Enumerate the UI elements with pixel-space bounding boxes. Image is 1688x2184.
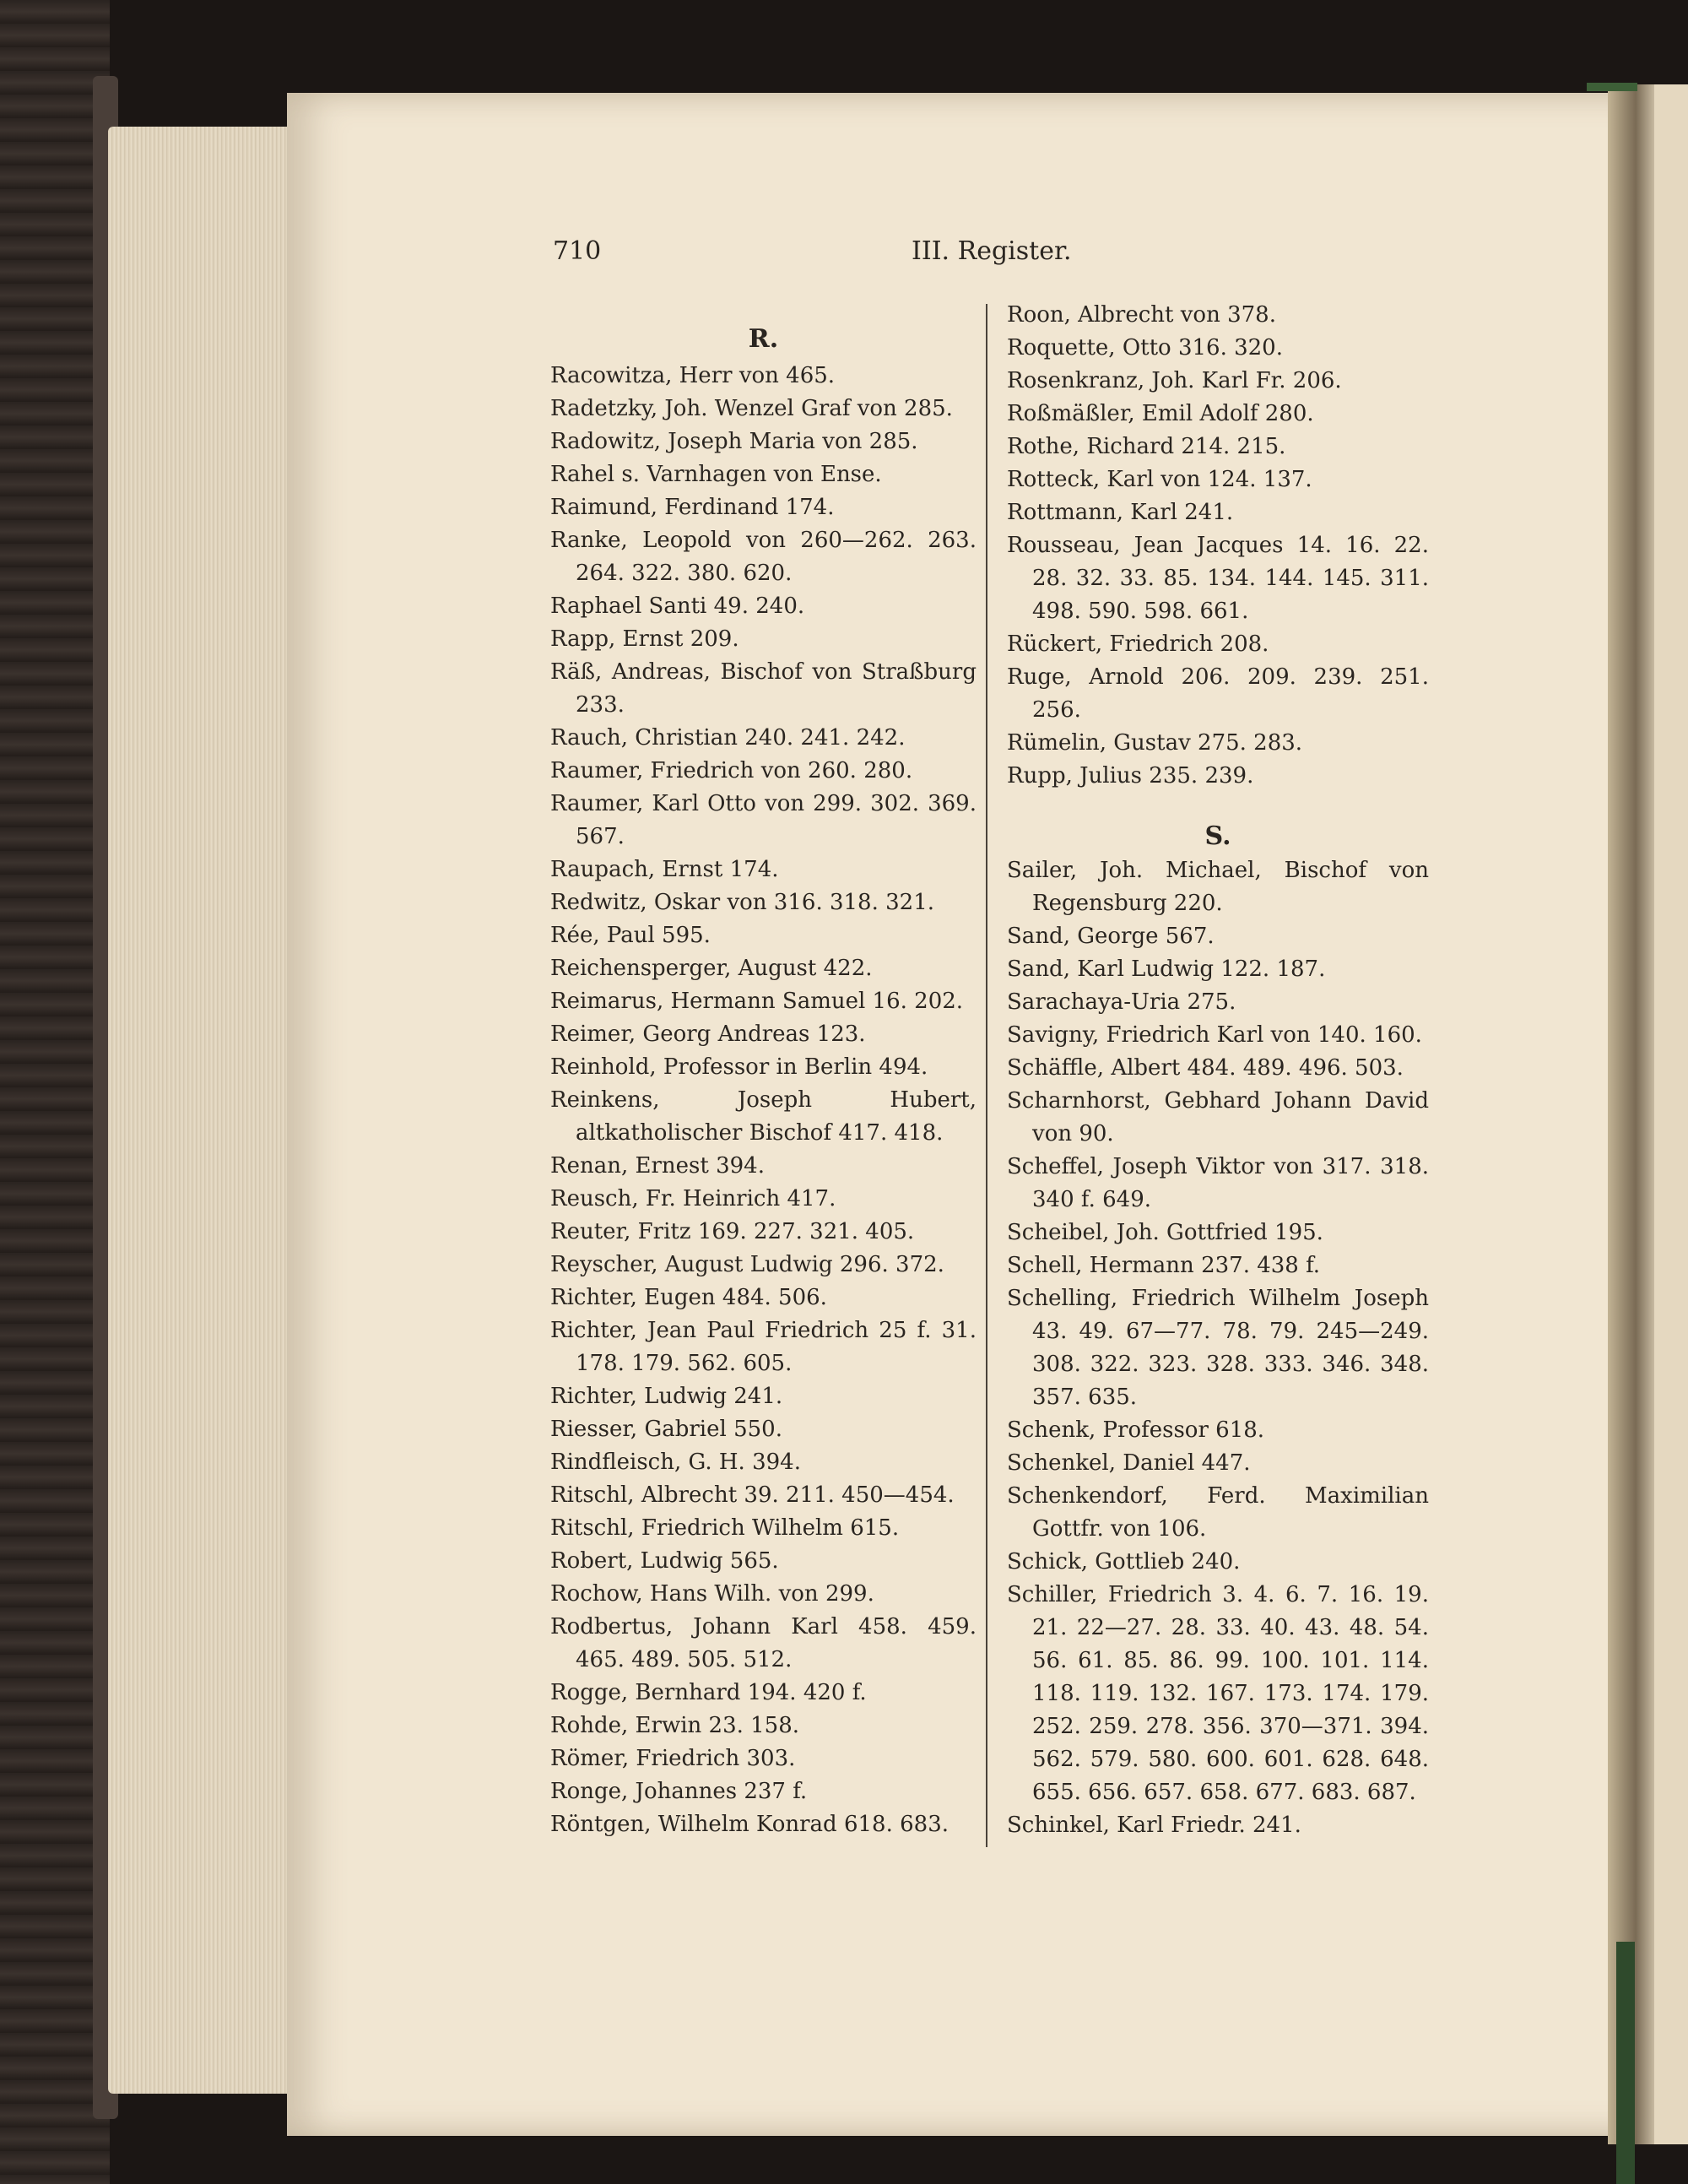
page-edges [108, 127, 294, 2094]
index-entry: Schäffle, Albert 484. 489. 496. 503. [1007, 1055, 1404, 1081]
index-entry: Rothe, Richard 214. 215. [1007, 434, 1286, 459]
index-entry: Schinkel, Karl Friedr. 241. [1007, 1813, 1301, 1838]
index-entry: Rückert, Friedrich 208. [1007, 631, 1269, 657]
index-entry: Savigny, Friedrich Karl von 140. 160. [1007, 1022, 1422, 1048]
index-entry: Scheffel, Joseph Viktor von 317. 318. 340 f. 649. [1007, 1154, 1429, 1212]
index-entry: Raumer, Karl Otto von 299. 302. 369. 567. [550, 791, 977, 849]
index-entry: Raupach, Ernst 174. [550, 857, 779, 882]
index-entry: Rauch, Christian 240. 241. 242. [550, 725, 906, 751]
index-entry: Schenk, Professor 618. [1007, 1417, 1265, 1443]
index-entry: Reimer, Georg Andreas 123. [550, 1022, 866, 1047]
index-entry: Ranke, Leopold von 260—262. 263. 264. 322. 380. 620. [550, 528, 977, 586]
index-column-left [550, 299, 977, 1841]
index-entry: Ronge, Johannes 237 f. [550, 1779, 808, 1804]
index-entry: Röntgen, Wilhelm Konrad 618. 683. [550, 1812, 949, 1837]
index-entry: Rousseau, Jean Jacques 14. 16. 22. 28. 32. 33. 85. 134. 144. 145. 311. 498. 590. 598. 661. [1007, 533, 1429, 624]
index-entry: Sailer, Joh. Michael, Bischof von Regensburg 220. [1007, 858, 1429, 916]
index-entry: Schelling, Friedrich Wilhelm Joseph 43. 49. 67—77. 78. 79. 245—249. 308. 322. 323. 328. 333. 346. 348. 357. 635. [1007, 1286, 1429, 1410]
running-head: III. Register. [912, 236, 1072, 266]
index-entry: Rapp, Ernst 209. [550, 626, 739, 652]
section-heading-s: S. [1204, 821, 1231, 851]
index-entry: Rochow, Hans Wilh. von 299. [550, 1581, 874, 1607]
facing-page-edge [1654, 84, 1688, 2144]
index-entry: Rahel s. Varnhagen von Ense. [550, 462, 882, 487]
index-entry: Richter, Ludwig 241. [550, 1384, 783, 1409]
index-entry: Ritschl, Albrecht 39. 211. 450—454. [550, 1482, 955, 1508]
index-entry: Reusch, Fr. Heinrich 417. [550, 1186, 836, 1211]
index-entry: Sarachaya-Uria 275. [1007, 989, 1236, 1015]
index-entry: Ritschl, Friedrich Wilhelm 615. [550, 1515, 900, 1541]
index-entry: Rindfleisch, G. H. 394. [550, 1450, 801, 1475]
entry-list-left [550, 360, 977, 1841]
entry-list-right-s [1007, 854, 1429, 1842]
index-entry: Römer, Friedrich 303. [550, 1746, 796, 1771]
index-entry: Reinhold, Professor in Berlin 494. [550, 1054, 928, 1080]
index-entry: Richter, Eugen 484. 506. [550, 1285, 827, 1310]
index-entry: Rosenkranz, Joh. Karl Fr. 206. [1007, 368, 1342, 393]
index-entry: Raimund, Ferdinand 174. [550, 495, 835, 520]
index-entry: Räß, Andreas, Bischof von Straßburg 233. [550, 659, 977, 718]
index-entry: Schenkel, Daniel 447. [1007, 1450, 1251, 1476]
index-entry: Raumer, Friedrich von 260. 280. [550, 758, 913, 783]
index-entry: Reyscher, August Ludwig 296. 372. [550, 1252, 944, 1277]
section-heading-r: R. [748, 324, 779, 354]
index-entry: Schiller, Friedrich 3. 4. 6. 7. 16. 19. 21. 22—27. 28. 33. 40. 43. 48. 54. 56. 61. 85. 86. 99. 100. 101. 114. 118. 119. 132. 167. 173. 174. 179. 252. 259. 278. 356. 370—371. 394. 562. 579. 580. 600. 601. 628. 648. 655. 656. 657. 658. 677. 683. 687. [1007, 1582, 1429, 1805]
index-entry: Reichensperger, August 422. [550, 956, 873, 981]
index-column-right [1007, 299, 1429, 1842]
index-entry: Rohde, Erwin 23. 158. [550, 1713, 800, 1738]
index-entry: Renan, Ernest 394. [550, 1153, 765, 1179]
entry-list-right-r [1007, 299, 1429, 793]
index-entry: Radetzky, Joh. Wenzel Graf von 285. [550, 396, 953, 421]
index-entry: Scheibel, Joh. Gottfried 195. [1007, 1220, 1323, 1245]
index-entry: Roon, Albrecht von 378. [1007, 302, 1276, 328]
index-entry: Raphael Santi 49. 240. [550, 593, 805, 619]
index-entry: Rottmann, Karl 241. [1007, 500, 1234, 525]
index-entry: Roquette, Otto 316. 320. [1007, 335, 1283, 360]
index-entry: Sand, Karl Ludwig 122. 187. [1007, 957, 1326, 982]
index-entry: Schick, Gottlieb 240. [1007, 1549, 1241, 1574]
index-entry: Rupp, Julius 235. 239. [1007, 763, 1254, 789]
index-entry: Rotteck, Karl von 124. 137. [1007, 467, 1312, 492]
page-number: 710 [553, 236, 602, 266]
index-entry: Roßmäßler, Emil Adolf 280. [1007, 401, 1314, 426]
bookmark-ribbon [1616, 1942, 1635, 2184]
page-header [553, 236, 1093, 274]
bookmark-ribbon-top [1587, 83, 1637, 91]
column-divider [986, 304, 987, 1847]
index-entry: Schenkendorf, Ferd. Maximilian Gottfr. von 106. [1007, 1483, 1429, 1542]
index-entry: Rogge, Bernhard 194. 420 f. [550, 1680, 867, 1705]
index-entry: Racowitza, Herr von 465. [550, 363, 836, 388]
index-entry: Schell, Hermann 237. 438 f. [1007, 1253, 1321, 1278]
index-entry: Scharnhorst, Gebhard Johann David von 90. [1007, 1088, 1429, 1146]
index-entry: Sand, George 567. [1007, 924, 1215, 949]
book-gutter [1608, 84, 1658, 2144]
index-entry: Reuter, Fritz 169. 227. 321. 405. [550, 1219, 915, 1244]
index-entry: Richter, Jean Paul Friedrich 25 f. 31. 178. 179. 562. 605. [550, 1318, 977, 1376]
index-entry: Reimarus, Hermann Samuel 16. 202. [550, 989, 964, 1014]
index-entry: Rée, Paul 595. [550, 923, 711, 948]
index-entry: Rümelin, Gustav 275. 283. [1007, 730, 1303, 756]
index-entry: Redwitz, Oskar von 316. 318. 321. [550, 890, 935, 915]
index-entry: Reinkens, Joseph Hubert, altkatholischer Bischof 417. 418. [550, 1087, 977, 1146]
index-entry: Radowitz, Joseph Maria von 285. [550, 429, 918, 454]
index-entry: Robert, Ludwig 565. [550, 1548, 779, 1574]
index-entry: Rodbertus, Johann Karl 458. 459. 465. 489. 505. 512. [550, 1614, 977, 1672]
index-entry: Ruge, Arnold 206. 209. 239. 251. 256. [1007, 664, 1429, 723]
index-entry: Riesser, Gabriel 550. [550, 1417, 782, 1442]
